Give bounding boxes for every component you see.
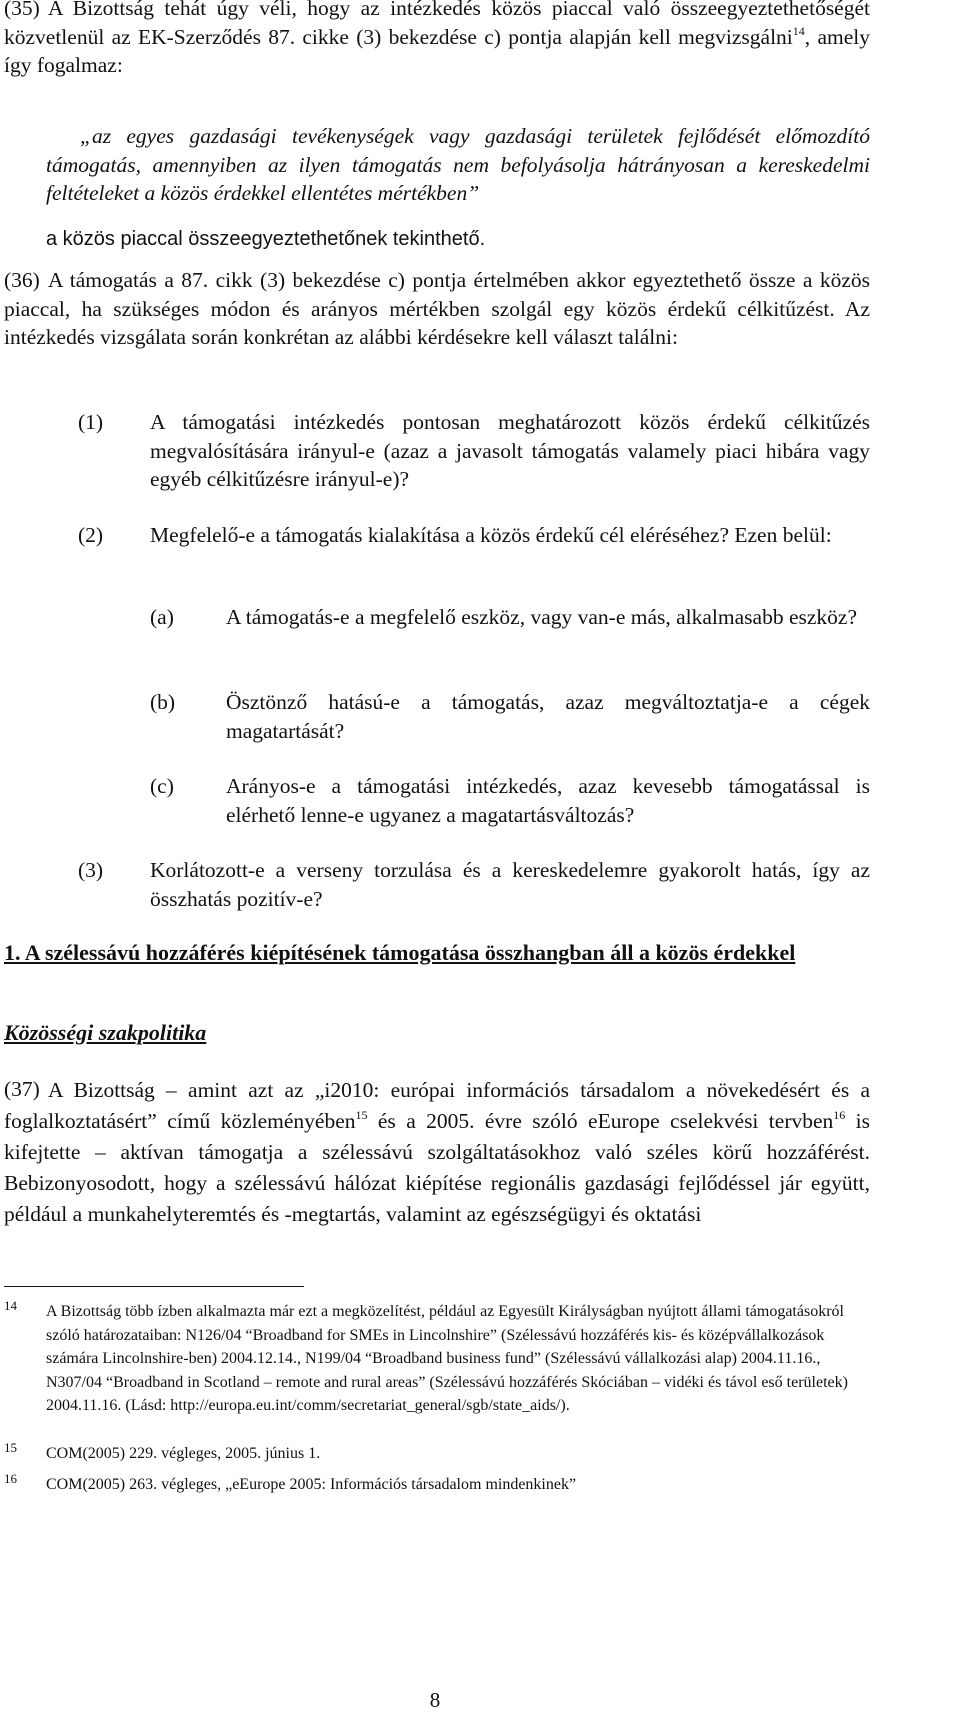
quoted-article-text: „az egyes gazdasági tevékenységek vagy gazdasági területek fejlődését előmozdító támogatás, amennyiben az ilyen támogatás nem befolyásolja hátrányosan a kereskedelmi feltételeket a közös érdekkel ellentétes mértékben” [46,124,870,205]
paragraph-text: A támogatás a 87. cikk (3) bekezdése c) pontja értelmében akkor egyeztethető össze a közös piaccal, ha szükséges módon és arányos mértékben szolgál egy közös érdekű célkitűzést. Az intézkedés vizsgálata során konkrétan az alábbi kérdésekre kell választ találni: [4,268,870,349]
question-label: (3) [78,858,104,882]
question-text: A támogatási intézkedés pontosan meghatározott közös érdekű célkitűzés megvalósítására irányul-e (azaz a javasolt támogatás valamely piaci hibára vagy egyéb célkitűzésre irányul-e)? [150,410,870,491]
subquestion-text: Ösztönző hatású-e a támogatás, azaz megváltoztatja-e a cégek magatartását? [226,690,870,743]
footnote-number: 14 [4,1298,17,1313]
question-2 [78,521,870,550]
paragraph-text: A Bizottság tehát úgy véli, hogy az intézkedés közös piaccal való összeegyeztethetőségét közvetlenül az EK-Szerződés 87. cikke (3) bekezdése c) pontja alapján kell megvizsgálni [4,0,870,49]
paragraph-number: (35) [4,0,40,20]
quote-continuation: a közös piaccal összeegyeztethetőnek tekinthető. [46,228,486,250]
paragraph-35 [4,0,870,80]
paragraph-number: (36) [4,268,40,292]
footnote-ref-15[interactable]: 15 [355,1108,368,1122]
subquestion-label: (c) [150,774,174,798]
footnote-text: COM(2005) 229. végleges, 2005. június 1. [46,1445,321,1462]
page-number: 8 [429,1688,441,1712]
subquestion-text: A támogatás-e a megfelelő eszköz, vagy van-e más, alkalmasabb eszköz? [226,605,857,629]
paragraph-text-cont: és a 2005. évre szóló eEurope cselekvési tervben [367,1109,834,1133]
footnote-text: COM(2005) 263. végleges, „eEurope 2005: Információs társadalom mindenkinek” [46,1476,577,1493]
subquestion-label: (b) [150,690,176,714]
footnote-15 [4,1442,870,1466]
subquestion-b [150,688,870,745]
footnote-text: A Bizottság több ízben alkalmazta már ezt a megközelítést, például az Egyesült Királyságban nyújtott állami támogatásokról szóló határozataiban: N126/04 “Broadband for SMEs in Lincolnshire” (Szélessávú hozzáférés kis- és középvállalkozások számára Lincolnshire-ben) 2004.12.14., N199/04 “Broadband business fund” (Szélessávú vállalkozási alap) 2004.11.16., N307/04 “Broadband in Scotland – remote and rural areas” (Szélessávú hozzáférés Skóciában – vidéki és távol eső területek) 2004.11.16. (Lásd: http://europa.eu.int/comm/secretariat_general/sgb/state_aids/). [46,1303,848,1414]
footnote-16 [4,1473,870,1497]
question-label: (1) [78,410,104,434]
question-1 [78,408,870,494]
paragraph-text-cont-2: is kifejtette – aktívan támogatja a szélessávú szolgáltatásokhoz való széles körű hozzáférést. Bebizonyosodott, hogy a szélessávú hálózat kiépítése regionális gazdasági fejlődéssel jár együtt, például a munkahelyteremtés és -megtartás, valamint az egészségügyi és oktatási [4,1109,871,1226]
paragraph-36 [4,266,870,352]
paragraph-text: A Bizottság – amint azt az „i2010: európai információs társadalom a növekedésért és a foglalkoztatásért” című közleményében [4,1078,870,1133]
footnote-number: 16 [4,1471,17,1486]
subquestion-c [150,772,870,829]
footnote-number: 15 [4,1440,17,1455]
paragraph-text-cont: , amely így fogalmaz: [4,24,870,77]
section-heading: 1. A szélessávú hozzáférés kiépítésének támogatása összhangban áll a közös érdekkel [4,940,796,965]
footnote-ref-14[interactable]: 14 [792,23,805,38]
footnote-ref-16[interactable]: 16 [833,1108,846,1122]
footnote-14 [4,1300,870,1418]
question-3 [78,856,870,913]
paragraph-number: (37) [4,1077,40,1101]
subquestion-a [150,603,870,632]
question-text: Megfelelő-e a támogatás kialakítása a közös érdekű cél eléréséhez? Ezen belül: [150,523,832,547]
subsection-heading: Közösségi szakpolitika [4,1020,207,1045]
question-label: (2) [78,523,104,547]
question-text: Korlátozott-e a verseny torzulása és a kereskedelemre gyakorolt hatás, így az összhatás pozitív-e? [150,858,870,911]
footnote-divider [4,1286,304,1287]
subquestion-text: Arányos-e a támogatási intézkedés, azaz kevesebb támogatással is elérhető lenne-e ugyanez a magatartásváltozás? [226,774,870,827]
paragraph-37 [4,1075,870,1230]
subquestion-label: (a) [150,605,174,629]
